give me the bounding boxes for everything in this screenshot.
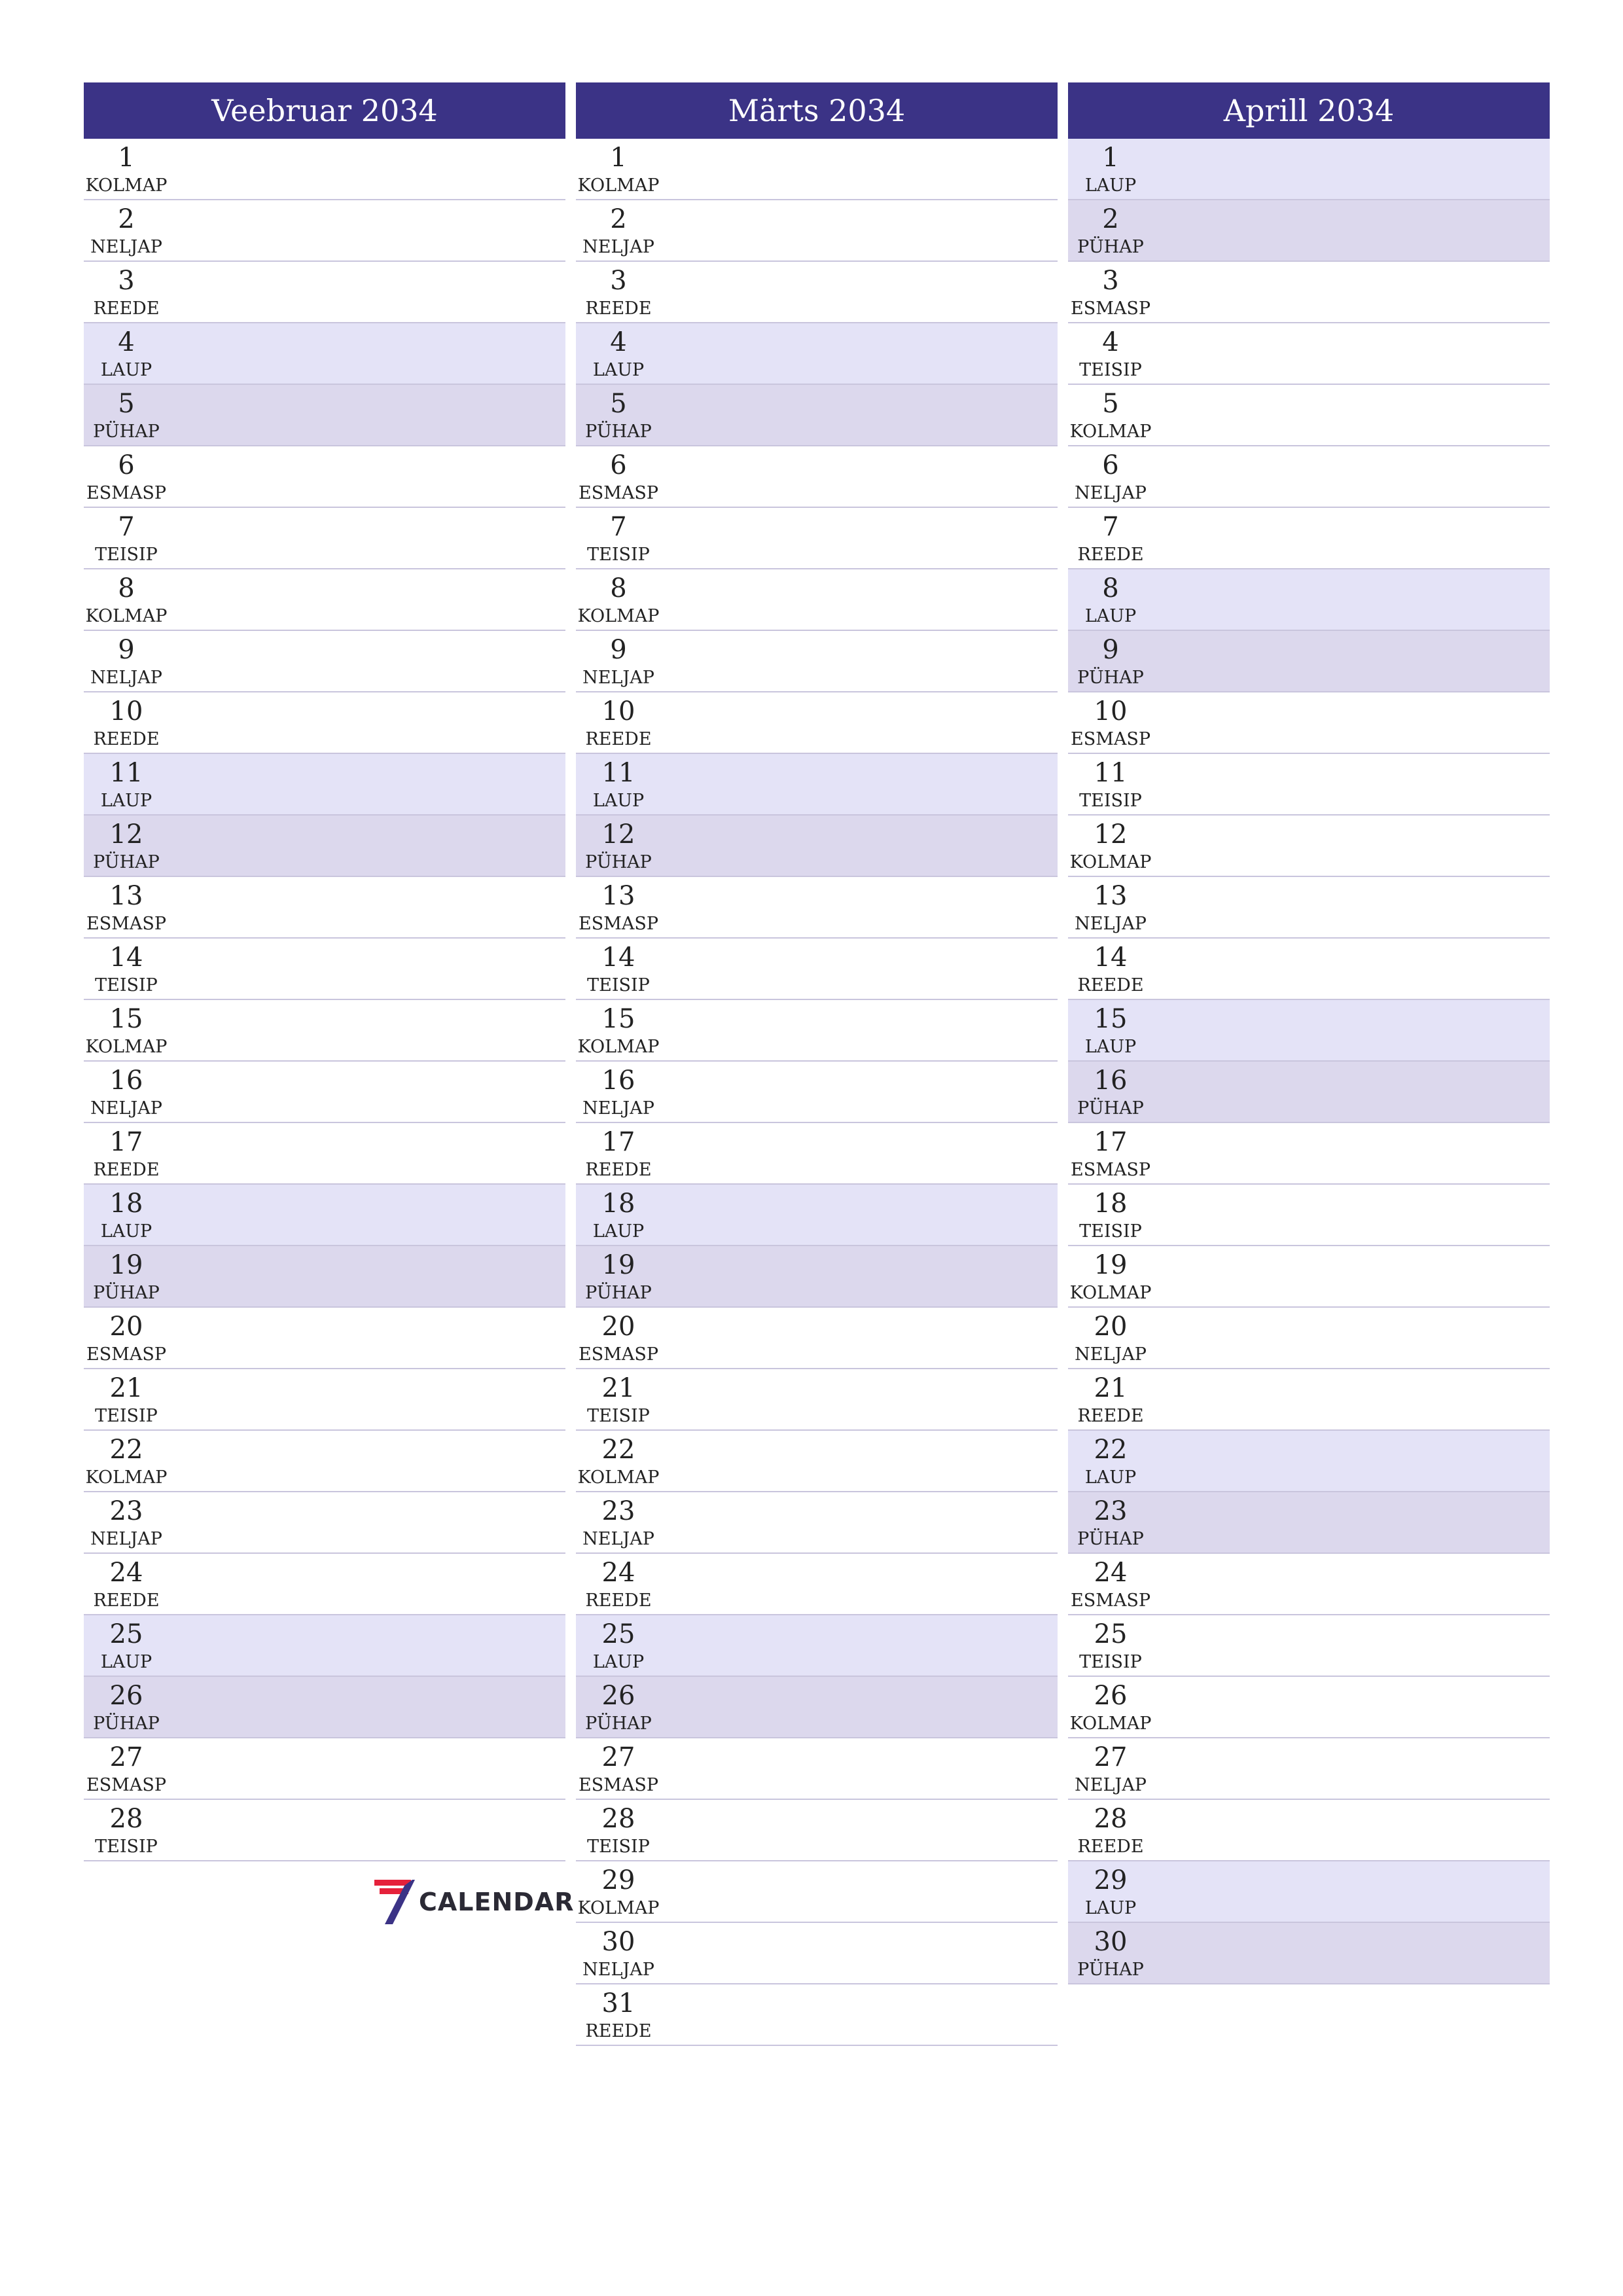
day-row [84,1431,565,1492]
day-row [84,692,565,754]
day-number: 24 [601,1558,635,1588]
day-number: 10 [1094,696,1128,726]
day-row [84,1369,565,1431]
weekday-label: NELJAP [90,1098,162,1119]
weekday-label: PÜHAP [1077,668,1144,688]
weekday-label: PÜHAP [1077,1098,1144,1119]
day-row [1068,816,1550,877]
day-number: 22 [1094,1435,1128,1465]
day-row [1068,569,1550,631]
day-row [576,1000,1058,1062]
weekday-label: NELJAP [90,1529,162,1549]
day-row [1068,1615,1550,1677]
day-row [84,1492,565,1554]
day-row [1068,1492,1550,1554]
day-number: 25 [1094,1619,1128,1649]
day-row [1068,1369,1550,1431]
day-number: 8 [610,573,627,603]
day-row [84,1246,565,1308]
weekday-label: ESMASP [578,1775,658,1795]
day-number: 18 [1094,1189,1128,1219]
day-row [84,446,565,508]
day-row [576,939,1058,1000]
day-row [1068,1923,1550,1984]
day-row [1068,1554,1550,1615]
weekday-label: LAUP [100,1221,152,1242]
day-row [576,1923,1058,1984]
day-number: 14 [1094,942,1128,973]
weekday-label: NELJAP [1075,914,1147,934]
weekday-label: PÜHAP [93,1283,160,1303]
day-number: 3 [610,266,627,296]
weekday-label: TEISIP [95,1837,158,1857]
day-number: 5 [1102,389,1119,419]
weekday-label: ESMASP [86,1775,166,1795]
day-number: 23 [109,1496,143,1526]
day-row [576,200,1058,262]
weekday-label: PÜHAP [1077,1960,1144,1980]
weekday-label: REEDE [585,2021,652,2041]
day-number: 11 [1094,758,1128,788]
weekday-label: LAUP [1084,606,1137,626]
day-number: 18 [601,1189,635,1219]
day-row [576,446,1058,508]
day-number: 7 [610,512,627,542]
day-row [1068,1800,1550,1861]
weekday-label: LAUP [1084,175,1137,196]
day-number: 29 [1094,1865,1128,1895]
day-number: 10 [601,696,635,726]
weekday-label: REEDE [1077,1837,1144,1857]
day-number: 17 [601,1127,635,1157]
day-row [576,323,1058,385]
weekday-label: LAUP [1084,1898,1137,1918]
day-row [84,1308,565,1369]
day-row [84,1554,565,1615]
weekday-label: KOLMAP [577,606,660,626]
weekday-label: NELJAP [582,237,654,257]
weekday-label: REEDE [585,298,652,319]
day-number: 4 [118,327,135,357]
weekday-label: TEISIP [1079,360,1142,380]
weekday-label: PÜHAP [1077,1529,1144,1549]
month-column-february [84,82,565,1861]
day-number: 30 [1094,1927,1128,1957]
month-header: Märts 2034 [576,82,1058,139]
day-number: 22 [109,1435,143,1465]
weekday-label: PÜHAP [585,422,652,442]
weekday-label: KOLMAP [577,1898,660,1918]
weekday-label: REEDE [585,1160,652,1180]
day-row [1068,446,1550,508]
weekday-label: ESMASP [86,914,166,934]
weekday-label: ESMASP [1070,1160,1150,1180]
weekday-label: REEDE [1077,1406,1144,1426]
weekday-label: KOLMAP [1069,422,1152,442]
weekday-label: REEDE [93,1160,160,1180]
weekday-label: ESMASP [578,914,658,934]
day-number: 24 [109,1558,143,1588]
day-number: 27 [601,1742,635,1772]
day-row [84,1062,565,1123]
weekday-label: KOLMAP [85,606,168,626]
day-row [84,1000,565,1062]
weekday-label: LAUP [100,360,152,380]
day-row [576,1861,1058,1923]
day-number: 2 [1102,204,1119,234]
weekday-label: LAUP [592,360,645,380]
day-number: 19 [1094,1250,1128,1280]
day-row [1068,939,1550,1000]
weekday-label: TEISIP [1079,1652,1142,1672]
weekday-label: REEDE [585,729,652,749]
day-row [1068,1185,1550,1246]
day-number: 19 [601,1250,635,1280]
weekday-label: NELJAP [1075,483,1147,503]
month-column-march [576,82,1058,2046]
weekday-label: ESMASP [578,1344,658,1365]
day-number: 23 [601,1496,635,1526]
day-row [84,939,565,1000]
day-number: 10 [109,696,143,726]
day-number: 29 [601,1865,635,1895]
day-number: 17 [109,1127,143,1157]
day-row [84,754,565,816]
day-row [1068,1062,1550,1123]
day-row [84,816,565,877]
day-row [84,1800,565,1861]
day-number: 16 [109,1066,143,1096]
weekday-label: TEISIP [1079,791,1142,811]
weekday-label: LAUP [100,1652,152,1672]
month-header: Veebruar 2034 [84,82,565,139]
day-number: 11 [601,758,635,788]
day-row [1068,1000,1550,1062]
day-row [1068,1861,1550,1923]
day-number: 12 [109,819,143,850]
day-row [576,569,1058,631]
weekday-label: PÜHAP [585,1713,652,1734]
weekday-label: KOLMAP [577,175,660,196]
day-number: 6 [610,450,627,480]
weekday-label: REEDE [93,729,160,749]
day-row [576,1062,1058,1123]
weekday-label: PÜHAP [93,852,160,872]
day-row [84,631,565,692]
day-number: 24 [1094,1558,1128,1588]
day-number: 25 [109,1619,143,1649]
weekday-label: REEDE [93,1590,160,1611]
day-number: 13 [1094,881,1128,911]
day-row [576,1369,1058,1431]
weekday-label: ESMASP [1070,298,1150,319]
weekday-label: TEISIP [95,545,158,565]
weekday-label: KOLMAP [85,1037,168,1057]
day-number: 7 [118,512,135,542]
weekday-label: ESMASP [1070,1590,1150,1611]
day-number: 17 [1094,1127,1128,1157]
weekday-label: TEISIP [587,1837,650,1857]
day-number: 15 [1094,1004,1128,1034]
day-number: 14 [601,942,635,973]
day-row [576,754,1058,816]
day-row [84,569,565,631]
day-number: 27 [1094,1742,1128,1772]
day-row [576,1738,1058,1800]
day-row [576,139,1058,200]
weekday-label: PÜHAP [93,1713,160,1734]
day-row [576,1677,1058,1738]
weekday-label: LAUP [1084,1037,1137,1057]
day-number: 4 [1102,327,1119,357]
weekday-label: ESMASP [86,1344,166,1365]
day-row [84,1123,565,1185]
day-row [84,323,565,385]
day-number: 26 [601,1681,635,1711]
day-number: 1 [118,143,135,173]
weekday-label: NELJAP [582,1529,654,1549]
weekday-label: REEDE [1077,545,1144,565]
weekday-label: NELJAP [582,1960,654,1980]
day-row [576,262,1058,323]
day-row [576,1246,1058,1308]
day-row [576,385,1058,446]
day-row [1068,200,1550,262]
day-row [84,139,565,200]
weekday-label: PÜHAP [585,852,652,872]
brand-text: CALENDAR [419,1888,575,1916]
weekday-label: TEISIP [587,545,650,565]
weekday-label: NELJAP [1075,1344,1147,1365]
weekday-label: KOLMAP [577,1467,660,1488]
weekday-label: ESMASP [1070,729,1150,749]
weekday-label: ESMASP [86,483,166,503]
day-number: 21 [601,1373,635,1403]
day-number: 1 [1102,143,1119,173]
day-number: 5 [610,389,627,419]
day-number: 9 [1102,635,1119,665]
day-list [84,139,565,1861]
day-row [576,692,1058,754]
day-number: 3 [118,266,135,296]
day-row [1068,1246,1550,1308]
day-number: 8 [118,573,135,603]
weekday-label: KOLMAP [1069,1713,1152,1734]
day-number: 23 [1094,1496,1128,1526]
day-row [576,631,1058,692]
day-number: 16 [1094,1066,1128,1096]
weekday-label: NELJAP [582,1098,654,1119]
weekday-label: KOLMAP [1069,1283,1152,1303]
day-number: 13 [601,881,635,911]
weekday-label: TEISIP [95,1406,158,1426]
day-number: 1 [610,143,627,173]
weekday-label: LAUP [592,1652,645,1672]
day-number: 27 [109,1742,143,1772]
day-row [1068,1308,1550,1369]
day-row [576,1308,1058,1369]
day-row [576,1984,1058,2046]
day-row [1068,1738,1550,1800]
day-number: 18 [109,1189,143,1219]
day-row [84,877,565,939]
weekday-label: PÜHAP [93,422,160,442]
day-row [1068,692,1550,754]
day-number: 13 [109,881,143,911]
day-number: 4 [610,327,627,357]
day-number: 12 [601,819,635,850]
day-number: 9 [118,635,135,665]
day-row [1068,385,1550,446]
day-number: 15 [601,1004,635,1034]
weekday-label: LAUP [592,1221,645,1242]
weekday-label: REEDE [1077,975,1144,996]
weekday-label: REEDE [585,1590,652,1611]
weekday-label: KOLMAP [577,1037,660,1057]
weekday-label: NELJAP [90,668,162,688]
day-row [1068,139,1550,200]
day-number: 6 [118,450,135,480]
day-row [1068,631,1550,692]
day-number: 28 [109,1804,143,1834]
weekday-label: NELJAP [1075,1775,1147,1795]
day-number: 3 [1102,266,1119,296]
day-row [576,508,1058,569]
day-list [576,139,1058,2046]
day-row [1068,877,1550,939]
weekday-label: TEISIP [95,975,158,996]
weekday-label: ESMASP [578,483,658,503]
day-number: 2 [610,204,627,234]
weekday-label: TEISIP [1079,1221,1142,1242]
weekday-label: LAUP [100,791,152,811]
day-number: 21 [1094,1373,1128,1403]
weekday-label: KOLMAP [85,1467,168,1488]
day-row [576,1800,1058,1861]
day-row [576,1123,1058,1185]
day-number: 26 [1094,1681,1128,1711]
day-number: 7 [1102,512,1119,542]
day-number: 31 [601,1988,635,2018]
weekday-label: NELJAP [90,237,162,257]
day-row [1068,262,1550,323]
day-row [1068,1677,1550,1738]
day-number: 25 [601,1619,635,1649]
day-number: 15 [109,1004,143,1034]
weekday-label: TEISIP [587,975,650,996]
day-row [1068,323,1550,385]
day-row [84,262,565,323]
weekday-label: NELJAP [582,668,654,688]
day-number: 20 [601,1312,635,1342]
day-row [84,1677,565,1738]
day-number: 28 [601,1804,635,1834]
seven-logo-icon [373,1878,415,1926]
day-number: 9 [610,635,627,665]
day-row [84,200,565,262]
day-row [1068,1431,1550,1492]
day-number: 21 [109,1373,143,1403]
day-number: 16 [601,1066,635,1096]
day-number: 30 [601,1927,635,1957]
weekday-label: LAUP [592,791,645,811]
weekday-label: KOLMAP [1069,852,1152,872]
day-number: 12 [1094,819,1128,850]
weekday-label: REEDE [93,298,160,319]
weekday-label: TEISIP [587,1406,650,1426]
day-number: 19 [109,1250,143,1280]
day-number: 26 [109,1681,143,1711]
month-header: Aprill 2034 [1068,82,1550,139]
day-row [84,1615,565,1677]
day-row [576,1185,1058,1246]
day-number: 20 [109,1312,143,1342]
day-number: 11 [109,758,143,788]
day-number: 2 [118,204,135,234]
day-row [1068,1123,1550,1185]
day-row [576,1492,1058,1554]
day-number: 22 [601,1435,635,1465]
day-row [84,385,565,446]
weekday-label: KOLMAP [85,175,168,196]
weekday-label: PÜHAP [1077,237,1144,257]
day-number: 5 [118,389,135,419]
day-row [84,1738,565,1800]
day-row [1068,754,1550,816]
day-number: 20 [1094,1312,1128,1342]
day-number: 14 [109,942,143,973]
weekday-label: PÜHAP [585,1283,652,1303]
month-column-april [1068,82,1550,1984]
day-row [576,816,1058,877]
day-row [1068,508,1550,569]
day-row [576,1554,1058,1615]
day-number: 8 [1102,573,1119,603]
day-row [84,508,565,569]
day-list [1068,139,1550,1984]
day-number: 6 [1102,450,1119,480]
brand-logo [373,1878,574,1926]
day-row [576,1431,1058,1492]
day-row [576,1615,1058,1677]
day-row [84,1185,565,1246]
day-number: 28 [1094,1804,1128,1834]
day-row [576,877,1058,939]
weekday-label: LAUP [1084,1467,1137,1488]
